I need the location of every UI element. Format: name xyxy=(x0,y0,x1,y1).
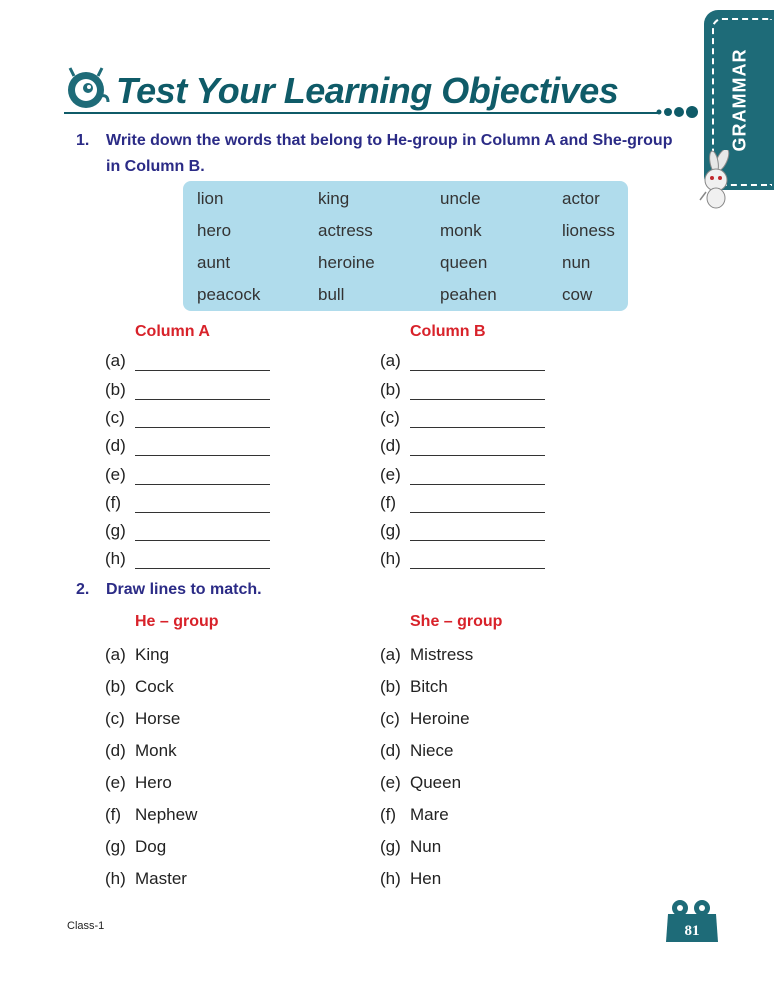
she-item-label: (d) xyxy=(380,741,401,760)
column-a-label: (e) xyxy=(105,465,126,484)
column-a-blank[interactable] xyxy=(135,454,270,456)
word-bank-item: hero xyxy=(197,221,232,240)
class-label: Class-1 xyxy=(67,920,105,932)
he-item-label: (f) xyxy=(105,805,122,824)
word-bank-item: peahen xyxy=(440,285,497,304)
column-b-label: (a) xyxy=(380,351,401,370)
word-bank-item: peacock xyxy=(197,285,261,304)
he-item-label: (e) xyxy=(105,773,126,792)
he-item-label: (a) xyxy=(105,645,126,664)
he-item[interactable]: King xyxy=(135,645,170,664)
column-b-label: (h) xyxy=(380,549,401,568)
q2-number: 2. xyxy=(76,581,90,598)
column-a-label: (b) xyxy=(105,380,126,399)
column-b-label: (e) xyxy=(380,465,401,484)
column-b-label: (f) xyxy=(380,493,397,512)
word-bank-item: cow xyxy=(562,285,593,304)
she-item-label: (g) xyxy=(380,837,401,856)
she-item[interactable]: Nun xyxy=(410,837,442,856)
title-underline xyxy=(64,112,659,114)
column-a-blank[interactable] xyxy=(135,398,270,400)
she-item-label: (c) xyxy=(380,709,400,728)
column-b-blank[interactable] xyxy=(410,511,545,513)
she-item[interactable]: Hen xyxy=(410,869,442,888)
she-item[interactable]: Bitch xyxy=(410,677,448,696)
he-item-label: (h) xyxy=(105,869,126,888)
page-number: 81 xyxy=(684,923,700,939)
column-b-label: (c) xyxy=(380,408,400,427)
column-a-blank[interactable] xyxy=(135,511,270,513)
word-bank-item: queen xyxy=(440,253,488,272)
column-b-blank[interactable] xyxy=(410,483,545,485)
she-item[interactable]: Niece xyxy=(410,741,454,760)
word-bank-item: heroine xyxy=(318,253,375,272)
word-bank-item: actor xyxy=(562,189,600,208)
she-item-label: (f) xyxy=(380,805,397,824)
grammar-tab-label: GRAMMAR xyxy=(729,48,750,152)
he-item-label: (g) xyxy=(105,837,126,856)
she-item[interactable]: Mistress xyxy=(410,645,474,664)
she-group-heading: She – group xyxy=(410,613,503,630)
he-item[interactable]: Nephew xyxy=(135,805,198,824)
column-b-label: (d) xyxy=(380,436,401,455)
she-item-label: (e) xyxy=(380,773,401,792)
he-item-label: (c) xyxy=(105,709,125,728)
word-bank-item: bull xyxy=(318,285,345,304)
rabbit-icon xyxy=(692,150,742,214)
she-item-label: (a) xyxy=(380,645,401,664)
he-item[interactable]: Hero xyxy=(135,773,172,792)
word-bank-item: aunt xyxy=(197,253,231,272)
word-bank-item: actress xyxy=(318,221,373,240)
word-bank-item: monk xyxy=(440,221,482,240)
he-item[interactable]: Monk xyxy=(135,741,177,760)
decorative-dots-icon xyxy=(655,104,700,120)
she-item-label: (h) xyxy=(380,869,401,888)
column-b-blank[interactable] xyxy=(410,567,545,569)
word-bank-item: lioness xyxy=(562,221,615,240)
column-b-blank[interactable] xyxy=(410,539,545,541)
he-item[interactable]: Master xyxy=(135,869,187,888)
column-a-heading: Column A xyxy=(135,323,210,340)
he-item[interactable]: Horse xyxy=(135,709,181,728)
column-a-label: (h) xyxy=(105,549,126,568)
she-item[interactable]: Heroine xyxy=(410,709,470,728)
he-item[interactable]: Dog xyxy=(135,837,167,856)
he-group-heading: He – group xyxy=(135,613,219,630)
he-item-label: (d) xyxy=(105,741,126,760)
page-title: Test Your Learning Objectives xyxy=(116,70,619,111)
column-a-label: (a) xyxy=(105,351,126,370)
she-item[interactable]: Queen xyxy=(410,773,462,792)
q2-instruction: Draw lines to match. xyxy=(106,581,262,598)
column-a-label: (f) xyxy=(105,493,122,512)
column-b-blank[interactable] xyxy=(410,369,545,371)
she-item-label: (b) xyxy=(380,677,401,696)
word-bank-item: nun xyxy=(562,253,591,272)
column-a-blank[interactable] xyxy=(135,567,270,569)
q1-number: 1. xyxy=(76,132,90,149)
mascot-icon xyxy=(64,66,110,112)
column-a-blank[interactable] xyxy=(135,426,270,428)
he-item-label: (b) xyxy=(105,677,126,696)
column-a-blank[interactable] xyxy=(135,369,270,371)
column-a-label: (g) xyxy=(105,521,126,540)
column-b-label: (b) xyxy=(380,380,401,399)
page-number-badge xyxy=(662,898,722,948)
column-a-blank[interactable] xyxy=(135,483,270,485)
column-b-blank[interactable] xyxy=(410,426,545,428)
column-a-label: (c) xyxy=(105,408,125,427)
column-b-blank[interactable] xyxy=(410,454,545,456)
column-a-blank[interactable] xyxy=(135,539,270,541)
q1-instruction-line1: Write down the words that belong to He-group in Column A and She-group xyxy=(106,132,673,149)
column-b-heading: Column B xyxy=(410,323,486,340)
word-bank-item: uncle xyxy=(440,189,481,208)
word-bank-item: lion xyxy=(197,189,224,208)
q1-instruction-line2: in Column B. xyxy=(106,158,205,175)
word-bank-item: king xyxy=(318,189,350,208)
he-item[interactable]: Cock xyxy=(135,677,174,696)
column-b-blank[interactable] xyxy=(410,398,545,400)
she-item[interactable]: Mare xyxy=(410,805,449,824)
column-a-label: (d) xyxy=(105,436,126,455)
column-b-label: (g) xyxy=(380,521,401,540)
